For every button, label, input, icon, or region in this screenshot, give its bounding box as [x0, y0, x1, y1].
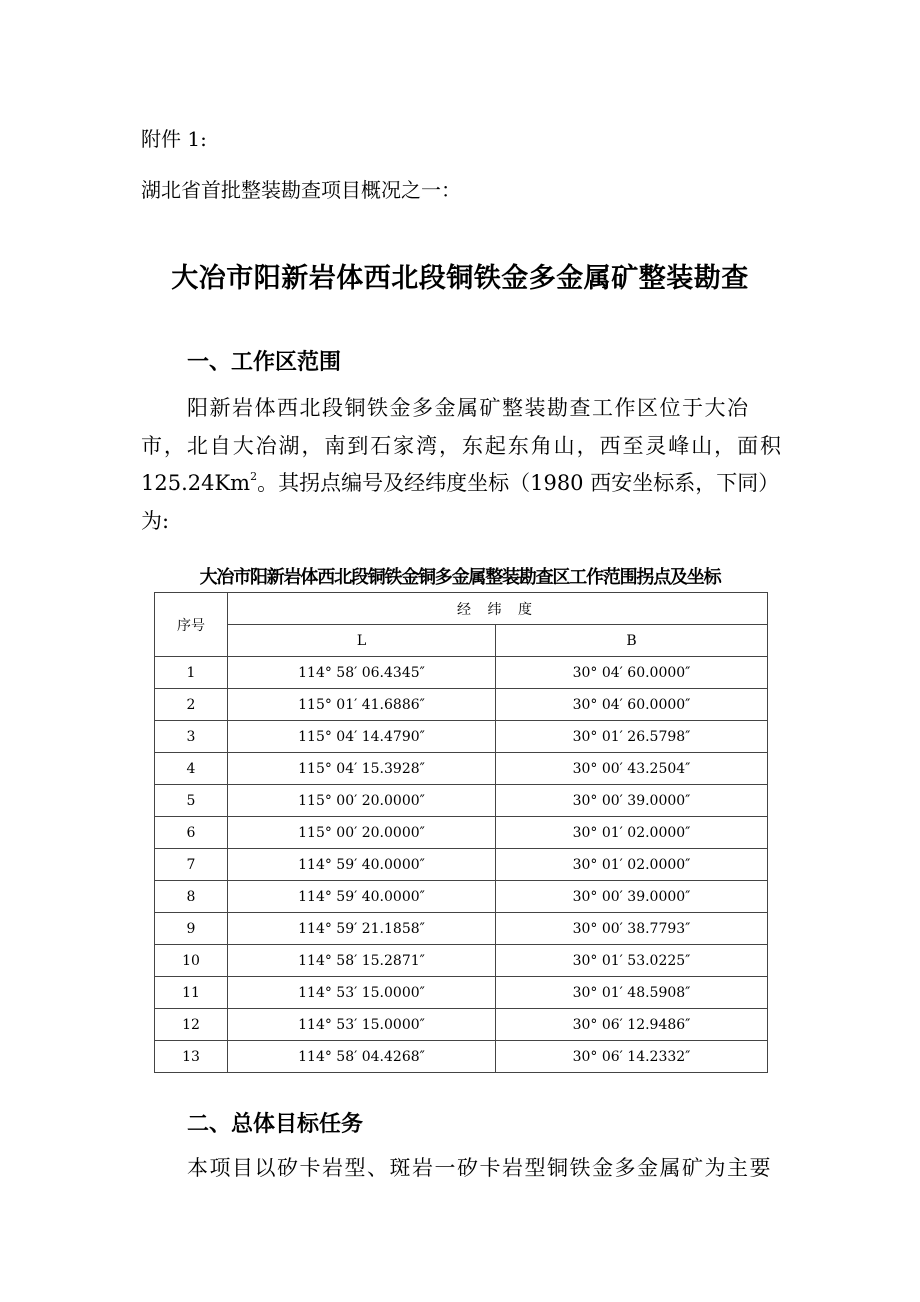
table-row: [155, 785, 768, 817]
table-row: [155, 913, 768, 945]
paragraph-text: 。其拐点编号及经纬度坐标（1980 西安坐标系，下同）: [257, 471, 780, 495]
cell-longitude: 114° 58′ 06.4345″: [228, 657, 496, 689]
column-header-seq: 序号: [155, 593, 228, 657]
table-row: [155, 849, 768, 881]
cell-seq: 12: [155, 1009, 228, 1041]
cell-latitude: 30° 06′ 12.9486″: [496, 1009, 768, 1041]
section-heading-goals: 二、总体目标任务: [187, 1112, 364, 1137]
cell-longitude: 114° 59′ 40.0000″: [228, 881, 496, 913]
cell-latitude: 30° 01′ 48.5908″: [496, 977, 768, 1009]
cell-seq: 9: [155, 913, 228, 945]
cell-longitude: 114° 59′ 40.0000″: [228, 849, 496, 881]
cell-longitude: 115° 04′ 14.4790″: [228, 721, 496, 753]
attachment-label: 附件 1:: [141, 127, 207, 151]
column-header-lat: B: [496, 625, 768, 657]
cell-longitude: 114° 58′ 04.4268″: [228, 1041, 496, 1073]
coordinates-table: [154, 592, 768, 1073]
table-row: [155, 945, 768, 977]
cell-longitude: 115° 01′ 41.6886″: [228, 689, 496, 721]
table-row: [155, 753, 768, 785]
cell-seq: 8: [155, 881, 228, 913]
cell-longitude: 115° 04′ 15.3928″: [228, 753, 496, 785]
cell-latitude: 30° 04′ 60.0000″: [496, 657, 768, 689]
cell-latitude: 30° 00′ 43.2504″: [496, 753, 768, 785]
cell-seq: 4: [155, 753, 228, 785]
cell-longitude: 114° 53′ 15.0000″: [228, 977, 496, 1009]
cell-seq: 2: [155, 689, 228, 721]
paragraph-line: [141, 465, 781, 503]
cell-latitude: 30° 01′ 53.0225″: [496, 945, 768, 977]
cell-seq: 1: [155, 657, 228, 689]
cell-seq: 7: [155, 849, 228, 881]
cell-seq: 11: [155, 977, 228, 1009]
cell-longitude: 114° 59′ 21.1858″: [228, 913, 496, 945]
table-body: [155, 657, 768, 1073]
cell-seq: 3: [155, 721, 228, 753]
table-row: [155, 1041, 768, 1073]
cell-latitude: 30° 00′ 38.7793″: [496, 913, 768, 945]
paragraph-line: 市，北自大冶湖，南到石家湾，东起东角山，西至灵峰山，面积: [141, 433, 781, 458]
column-header-lon: L: [228, 625, 496, 657]
cell-latitude: 30° 06′ 14.2332″: [496, 1041, 768, 1073]
table-title: 大冶市阳新岩体西北段铜铁金铜多金属整装勘查区工作范围拐点及坐标: [199, 567, 721, 588]
table-row: [155, 1009, 768, 1041]
cell-seq: 5: [155, 785, 228, 817]
paragraph-line: 为:: [141, 508, 170, 533]
cell-longitude: 114° 58′ 15.2871″: [228, 945, 496, 977]
cell-seq: 10: [155, 945, 228, 977]
table-row: [155, 657, 768, 689]
goals-paragraph: [141, 1150, 781, 1188]
paragraph-line: 本项目以矽卡岩型、斑岩一矽卡岩型铜铁金多金属矿为主要: [187, 1156, 772, 1180]
cell-longitude: 115° 00′ 20.0000″: [228, 817, 496, 849]
table-row: [155, 817, 768, 849]
cell-latitude: 30° 00′ 39.0000″: [496, 785, 768, 817]
section-heading-work-area: 一、工作区范围: [187, 350, 342, 375]
table-row: [155, 881, 768, 913]
paragraph-line: 阳新岩体西北段铜铁金多金属矿整装勘查工作区位于大冶: [187, 396, 750, 420]
table-row: [155, 721, 768, 753]
cell-latitude: 30° 01′ 02.0000″: [496, 849, 768, 881]
cell-latitude: 30° 01′ 26.5798″: [496, 721, 768, 753]
overview-label: 湖北省首批整装勘查项目概况之一：: [141, 178, 461, 202]
cell-latitude: 30° 04′ 60.0000″: [496, 689, 768, 721]
table-row: [155, 689, 768, 721]
cell-longitude: 115° 00′ 20.0000″: [228, 785, 496, 817]
column-header-coord: 经 纬 度: [228, 593, 768, 625]
cell-seq: 6: [155, 817, 228, 849]
work-area-paragraph: [141, 390, 781, 540]
cell-seq: 13: [155, 1041, 228, 1073]
cell-longitude: 114° 53′ 15.0000″: [228, 1009, 496, 1041]
cell-latitude: 30° 01′ 02.0000″: [496, 817, 768, 849]
cell-latitude: 30° 00′ 39.0000″: [496, 881, 768, 913]
area-value: 125.24Km: [141, 471, 251, 495]
table-row: [155, 977, 768, 1009]
document-title: 大冶市阳新岩体西北段铜铁金多金属矿整装勘查: [171, 263, 749, 294]
area-unit-superscript: 2: [250, 470, 258, 483]
